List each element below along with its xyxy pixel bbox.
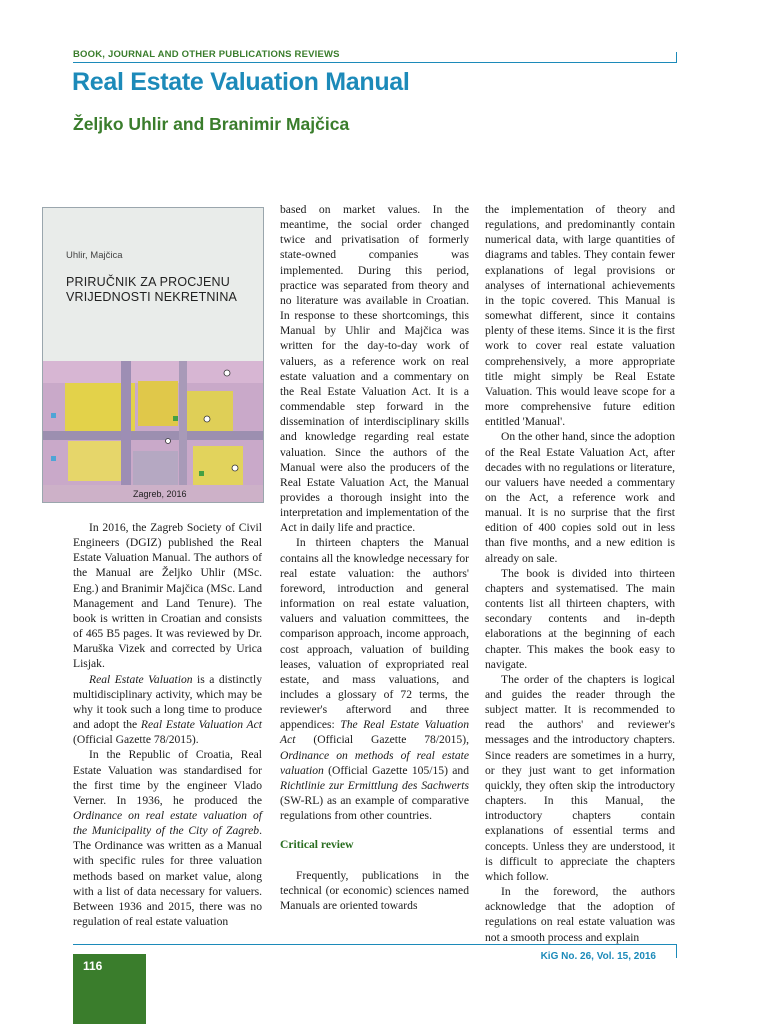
paragraph-text: is a distinctly multidisciplinary activity, which may be why it took such a long time to produce and adopt the xyxy=(73,672,262,732)
italic-term: The Real Estate Valuation Act xyxy=(280,718,469,747)
page-number: 116 xyxy=(83,959,103,973)
article-authors: Željko Uhlir and Branimir Majčica xyxy=(73,114,350,134)
italic-term: Real Estate Valuation xyxy=(89,672,193,686)
col1-paragraph-3 xyxy=(73,747,262,929)
paragraph-text: (SW-RL) as an example of comparative regulations from other countries. xyxy=(280,794,469,823)
column-3 xyxy=(485,202,675,945)
top-rule-tick xyxy=(676,52,677,63)
italic-term: Ordinance on methods of real estate valuation xyxy=(280,748,469,777)
column-2 xyxy=(280,202,469,913)
journal-reference: KiG No. 26, Vol. 15, 2016 xyxy=(540,951,656,962)
paragraph-text: In thirteen chapters the Manual contains all the knowledge necessary for real estate valuation: the authors' foreword, introduction and general information on real estate valuation, valuers and valuation committees, the comparison approach, income approach, cost approach, valuation of building leases, valuation of expropriated real estate, and mass valuations, and includes a glossary of 72 terms, the reviewer's afterword and three appendices: xyxy=(280,536,469,732)
col2-paragraph-3: Frequently, publications in the technical (or economic) sciences named Manuals are oriented towards xyxy=(280,868,469,912)
col3-paragraph-3: The book is divided into thirteen chapters and systematised. The main contents list all thirteen chapters, with secondary contents and in-depth elaborations at the beginning of each chapter. This makes the book easy to navigate. xyxy=(485,566,675,671)
col2-paragraph-1: based on market values. In the meantime, the social order changed twice and privatisation of formerly state-owned companies was implemented. During this period, practice was separated from theory and no literature was available in Croatian. In response to these shortcomings, this Manual by Uhlir and Majčica was written for the day-to-day work of valuers, as a reference work on real estate valuation and a commentary on the Real Estate Valuation Act. It is a commendable step forward in the dissemination of interdisciplinary skills and knowledge regarding real estate valuation. Since the authors of the Manual were also the producers of the Real Estate Valuation Act, the Manual provides a thorough insight into the interpretation and implementation of the Act in daily life and practice. xyxy=(280,203,469,535)
col1-paragraph-2 xyxy=(73,672,262,748)
paragraph-text: (Official Gazette 105/15) and xyxy=(323,763,469,777)
cover-map-image xyxy=(43,361,263,502)
italic-term: Ordinance on real estate valuation of the Municipality of the City of Zagreb xyxy=(73,808,262,838)
italic-term: Real Estate Valuation Act xyxy=(140,718,262,732)
section-label: BOOK, JOURNAL AND OTHER PUBLICATIONS REVIEWS xyxy=(73,49,340,60)
cover-title-line2: VRIJEDNOSTI NEKRETNINA xyxy=(66,290,238,304)
cover-title xyxy=(66,275,256,305)
col3-paragraph-4: The order of the chapters is logical and guides the reader through the subject matter. It is recommended to read the authors' and reviewer's messages and the introductory chapters. Since readers are sometimes in a hurry, or they just want to get information quickly, they often skip the introductory chapters. In this Manual, the introductory chapters contain explanations of essential terms and concepts. Unless they are understood, it is difficult to appreciate the chapters which follow. xyxy=(485,672,675,883)
col2-paragraph-2 xyxy=(280,535,469,823)
cover-place-year: Zagreb, 2016 xyxy=(133,489,187,499)
cover-title-line1: PRIRUČNIK ZA PROCJENU xyxy=(66,275,230,289)
cover-author: Uhlir, Majčica xyxy=(66,250,123,261)
paragraph-text: (Official Gazette 78/2015). xyxy=(73,733,199,747)
col3-paragraph-5: In the foreword, the authors acknowledge that the adoption of regulations on real estate valuation was not a smooth process and explain xyxy=(485,885,675,944)
italic-term: Richtlinie zur Ermittlung des Sachwerts xyxy=(280,778,469,792)
footer-rule-tick xyxy=(676,944,677,958)
top-rule xyxy=(73,62,677,63)
col1-paragraph-1: In 2016, the Zagreb Society of Civil Engineers (DGIZ) published the Real Estate Valuation Manual. The authors of the Manual are Željko Uhlir (MSc. Eng.) and Branimir Majčica (MSc. Land Management and Land Tenure). The book is written in Croatian and consists of 465 B5 pages. It was reviewed by Dr. Maruška Vizek and corrected by Urica Lisjak. xyxy=(73,521,262,671)
subheading-critical-review: Critical review xyxy=(280,838,354,852)
paragraph-text: In the Republic of Croatia, Real Estate Valuation was standardised for the first time by the engineer Vlado Verner. In 1936, he produced the xyxy=(73,748,262,807)
footer-rule xyxy=(73,944,677,945)
paragraph-text: . The Ordinance was written as a Manual with specific rules for three valuation methods based on market value, along with a list of data necessary for valuers. Between 1936 and 2015, there was no regulation of real estate valuation xyxy=(73,824,262,929)
col3-paragraph-2: On the other hand, since the adoption of the Real Estate Valuation Act, after decades with no regulations or literature, our valuers have needed a commentary on the Act, a reference work and manual. It is no surprise that the first edition of 400 copies sold out in less than five months, and a new edition is already on sale. xyxy=(485,430,675,565)
column-1 xyxy=(73,520,262,929)
page-number-box xyxy=(73,954,146,1024)
book-cover xyxy=(42,207,264,503)
col3-paragraph-1: the implementation of theory and regulations, and predominantly contain numerical data, with large quantities of diagrams and tables. They contain fewer explanations of legal provisions or analyses of international achievements in the topic covered. This Manual is somewhat different, since it contains plenty of these items. Since it is the first work to cover real estate valuation comprehensively, a more appropriate title might simply be Real Estate Valuation. This would leave scope for a more comprehensive future edition entitled 'Manual'. xyxy=(485,203,675,429)
paragraph-text: (Official Gazette 78/2015), xyxy=(295,733,469,747)
article-title: Real Estate Valuation Manual xyxy=(72,68,410,96)
